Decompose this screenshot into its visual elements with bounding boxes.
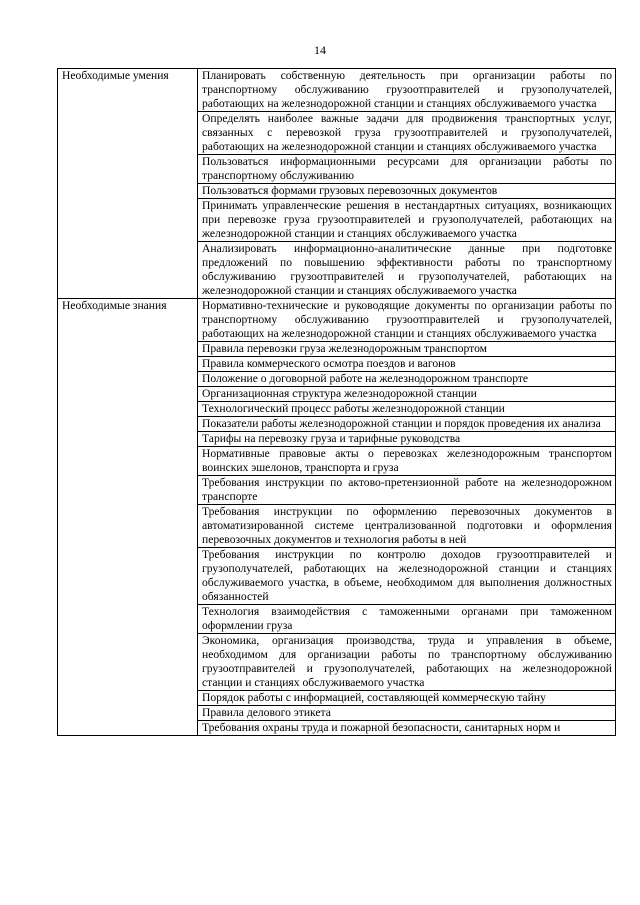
requirement-item: Определять наиболее важные задачи для продвижения транспортных услуг, связанных с перевозкой груза грузоотправителей и грузополучателей, работающих на железнодорожной станции и станциях обслуживаемого участка (198, 112, 616, 155)
requirement-item: Положение о договорной работе на железнодорожном транспорте (198, 372, 616, 387)
requirement-item: Правила делового этикета (198, 706, 616, 721)
requirement-item: Экономика, организация производства, труда и управления в объеме, необходимом для организации работы по транспортному обслуживанию грузоотправителей и грузополучателей, работающих на железнодорожной станции и станциях обслуживаемого участка (198, 634, 616, 691)
requirement-item: Планировать собственную деятельность при организации работы по транспортному обслуживанию грузоотправителей и грузополучателей, работающих на железнодорожной станции и станциях обслуживаемого участка (198, 69, 616, 112)
requirement-item: Пользоваться информационными ресурсами для организации работы по транспортному обслуживанию (198, 155, 616, 184)
requirement-item: Правила коммерческого осмотра поездов и вагонов (198, 357, 616, 372)
requirements-table (57, 68, 616, 736)
requirement-item: Правила перевозки груза железнодорожным транспортом (198, 342, 616, 357)
requirement-item: Нормативные правовые акты о перевозках железнодорожным транспортом воинских эшелонов, транспорта и груза (198, 447, 616, 476)
table-row (58, 299, 616, 342)
requirement-item: Организационная структура железнодорожной станции (198, 387, 616, 402)
requirement-item: Технология взаимодействия с таможенными органами при таможенном оформлении груза (198, 605, 616, 634)
requirement-item: Тарифы на перевозку груза и тарифные руководства (198, 432, 616, 447)
requirement-item: Требования инструкции по контролю доходов грузоотправителей и грузополучателей, работающих на железнодорожной станции и станциях обслуживаемого участка, в объеме, необходимом для выполнения должностных обязанностей (198, 548, 616, 605)
section-label: Необходимые знания (58, 299, 198, 736)
requirement-item: Пользоваться формами грузовых перевозочных документов (198, 184, 616, 199)
requirement-item: Принимать управленческие решения в нестандартных ситуациях, возникающих при перевозке груза грузоотправителей и грузополучателей, работающих на железнодорожной станции и станциях обслуживаемого участка (198, 199, 616, 242)
requirement-item: Требования инструкции по актово-претензионной работе на железнодорожном транспорте (198, 476, 616, 505)
requirement-item: Требования инструкции по оформлению перевозочных документов в автоматизированной системе централизованной подготовки и оформления перевозочных документов и технология работы в ней (198, 505, 616, 548)
requirement-item: Анализировать информационно-аналитические данные при подготовке предложений по повышению эффективности работы по транспортному обслуживанию грузоотправителей и грузополучателей, работающих на железнодорожной станции и станциях обслуживаемого участка (198, 242, 616, 299)
page-number: 14 (314, 43, 326, 57)
requirement-item: Нормативно-технические и руководящие документы по организации работы по транспортному обслуживанию грузоотправителей и грузополучателей, работающих на железнодорожной станции и станциях обслуживаемого участка (198, 299, 616, 342)
requirements-table-body (58, 69, 616, 736)
requirement-item: Показатели работы железнодорожной станции и порядок проведения их анализа (198, 417, 616, 432)
requirement-item: Требования охраны труда и пожарной безопасности, санитарных норм и (198, 721, 616, 736)
table-row (58, 69, 616, 112)
section-label: Необходимые умения (58, 69, 198, 299)
requirement-item: Порядок работы с информацией, составляющей коммерческую тайну (198, 691, 616, 706)
requirement-item: Технологический процесс работы железнодорожной станции (198, 402, 616, 417)
